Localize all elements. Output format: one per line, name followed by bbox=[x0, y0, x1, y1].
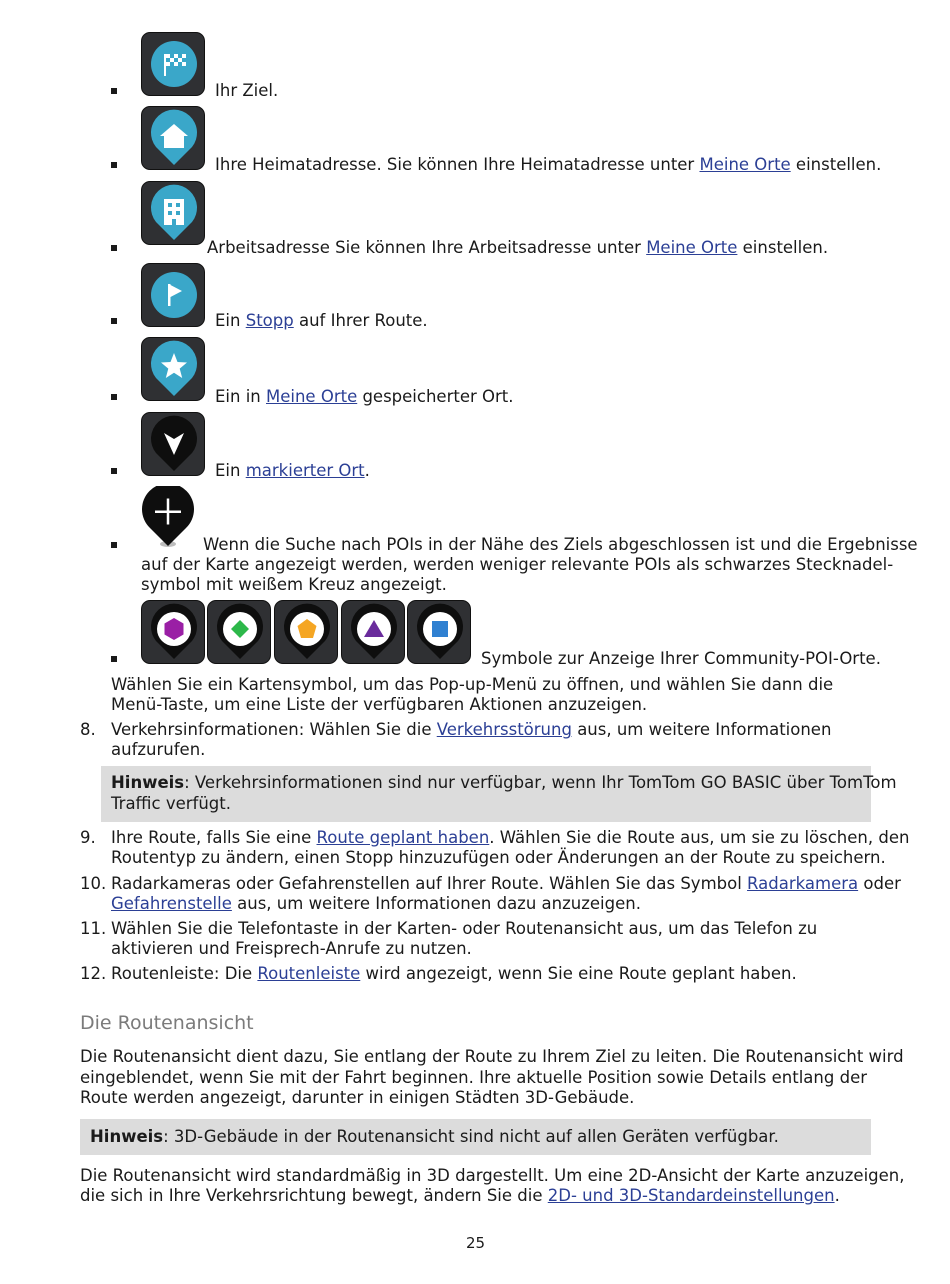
orange-pentagon-pin-icon bbox=[274, 600, 338, 664]
list-item-10-line1: Radarkameras oder Gefahrenstellen auf Ihrer Route. Wählen Sie das Symbol Radarkamera oder bbox=[111, 874, 901, 893]
list-number: 12. bbox=[80, 964, 107, 983]
bullet bbox=[111, 542, 117, 548]
item-saved-text: Ein in Meine Orte gespeicherter Ort. bbox=[215, 387, 514, 406]
note-1-line2: Traffic verfügt. bbox=[111, 794, 231, 813]
item-home-text: Ihre Heimatadresse. Sie können Ihre Heimatadresse unter Meine Orte einstellen. bbox=[215, 155, 882, 174]
list-item-11-line1: Wählen Sie die Telefontaste in der Karten- oder Routenansicht aus, um das Telefon zu bbox=[111, 919, 818, 938]
purple-hexagon-pin-icon bbox=[141, 600, 205, 664]
bullet bbox=[111, 394, 117, 400]
list-number: 8. bbox=[80, 720, 96, 739]
checkered-flag-icon bbox=[141, 32, 205, 96]
section-p2-line2: die sich in Ihre Verkehrsrichtung bewegt, ändern Sie die 2D- und 3D-Standardeinstellungen. bbox=[80, 1186, 840, 1205]
route-geplant-link[interactable]: Route geplant haben bbox=[316, 828, 490, 847]
item-poi-line2: auf der Karte angezeigt werden, werden weniger relevante POIs als schwarzes Stecknadel- bbox=[141, 555, 894, 574]
meine-orte-link[interactable]: Meine Orte bbox=[699, 155, 791, 174]
verkehrsstoerung-link[interactable]: Verkehrsstörung bbox=[436, 720, 572, 739]
item-work-text: Arbeitsadresse Sie können Ihre Arbeitsadresse unter Meine Orte einstellen. bbox=[207, 238, 829, 257]
office-pin-icon bbox=[141, 181, 205, 245]
note-1-line1: Hinweis: Verkehrsinformationen sind nur verfügbar, wenn Ihr TomTom GO BASIC über TomTom bbox=[111, 773, 897, 792]
page-number: 25 bbox=[466, 1234, 486, 1252]
radarkamera-link[interactable]: Radarkamera bbox=[747, 874, 859, 893]
routenleiste-link[interactable]: Routenleiste bbox=[257, 964, 361, 983]
section-p1-line3: Route werden angezeigt, darunter in einigen Städten 3D-Gebäude. bbox=[80, 1088, 635, 1107]
meine-orte-link[interactable]: Meine Orte bbox=[266, 387, 358, 406]
note-2-text: Hinweis: 3D-Gebäude in der Routenansicht sind nicht auf allen Geräten verfügbar. bbox=[90, 1127, 779, 1146]
section-heading: Die Routenansicht bbox=[80, 1012, 254, 1034]
list-number: 11. bbox=[80, 919, 107, 938]
markierter-ort-link[interactable]: markierter Ort bbox=[245, 461, 365, 480]
meine-orte-link[interactable]: Meine Orte bbox=[646, 238, 738, 257]
item-stop-text: Ein Stopp auf Ihrer Route. bbox=[215, 311, 428, 330]
item-community-text: Symbole zur Anzeige Ihrer Community-POI-Orte. bbox=[481, 649, 881, 668]
list-item-10-line2: Gefahrenstelle aus, um weitere Informationen dazu anzuzeigen. bbox=[111, 894, 641, 913]
bullet bbox=[111, 162, 117, 168]
section-p1-line2: eingeblendet, wenn Sie mit der Fahrt beginnen. Ihre aktuelle Position sowie Details entlang der bbox=[80, 1068, 868, 1087]
list-number: 10. bbox=[80, 874, 107, 893]
item-marked-text: Ein markierter Ort. bbox=[215, 461, 370, 480]
list-item-8-line1: Verkehrsinformationen: Wählen Sie die Verkehrsstörung aus, um weitere Informationen bbox=[111, 720, 832, 739]
gefahrenstelle-link[interactable]: Gefahrenstelle bbox=[111, 894, 232, 913]
black-plus-pin-icon bbox=[141, 486, 195, 548]
item-destination-text: Ihr Ziel. bbox=[215, 81, 279, 100]
list-number: 9. bbox=[80, 828, 96, 847]
bullet bbox=[111, 88, 117, 94]
star-pin-icon bbox=[141, 337, 205, 401]
blue-square-pin-icon bbox=[407, 600, 471, 664]
bullet bbox=[111, 318, 117, 324]
stop-flag-icon bbox=[141, 263, 205, 327]
standardeinstellungen-link[interactable]: 2D- und 3D-Standardeinstellungen bbox=[547, 1186, 835, 1205]
select-text-line2: Menü-Taste, um eine Liste der verfügbaren Aktionen anzuzeigen. bbox=[111, 695, 648, 714]
select-text-line1: Wählen Sie ein Kartensymbol, um das Pop-up-Menü zu öffnen, und wählen Sie dann die bbox=[111, 675, 834, 694]
item-poi-line3: symbol mit weißem Kreuz angezeigt. bbox=[141, 575, 447, 594]
stopp-link[interactable]: Stopp bbox=[245, 311, 294, 330]
marked-location-icon bbox=[141, 412, 205, 476]
list-item-8-line2: aufzurufen. bbox=[111, 740, 206, 759]
purple-triangle-pin-icon bbox=[341, 600, 405, 664]
list-item-11-line2: aktivieren und Freisprech-Anrufe zu nutzen. bbox=[111, 939, 472, 958]
bullet bbox=[111, 468, 117, 474]
list-item-9-line1: Ihre Route, falls Sie eine Route geplant haben. Wählen Sie die Route aus, um sie zu löschen, den bbox=[111, 828, 910, 847]
bullet bbox=[111, 245, 117, 251]
section-p1-line1: Die Routenansicht dient dazu, Sie entlang der Route zu Ihrem Ziel zu leiten. Die Routenansicht wird bbox=[80, 1047, 904, 1066]
section-p2-line1: Die Routenansicht wird standardmäßig in 3D dargestellt. Um eine 2D-Ansicht der Karte anzuzeigen, bbox=[80, 1166, 905, 1185]
item-poi-line1: Wenn die Suche nach POIs in der Nähe des Ziels abgeschlossen ist und die Ergebnisse bbox=[203, 535, 918, 554]
list-item-12-line1: Routenleiste: Die Routenleiste wird angezeigt, wenn Sie eine Route geplant haben. bbox=[111, 964, 797, 983]
green-diamond-pin-icon bbox=[207, 600, 271, 664]
home-pin-icon bbox=[141, 106, 205, 170]
bullet bbox=[111, 656, 117, 662]
list-item-9-line2: Routentyp zu ändern, einen Stopp hinzuzufügen oder Änderungen an der Route zu speichern. bbox=[111, 848, 886, 867]
